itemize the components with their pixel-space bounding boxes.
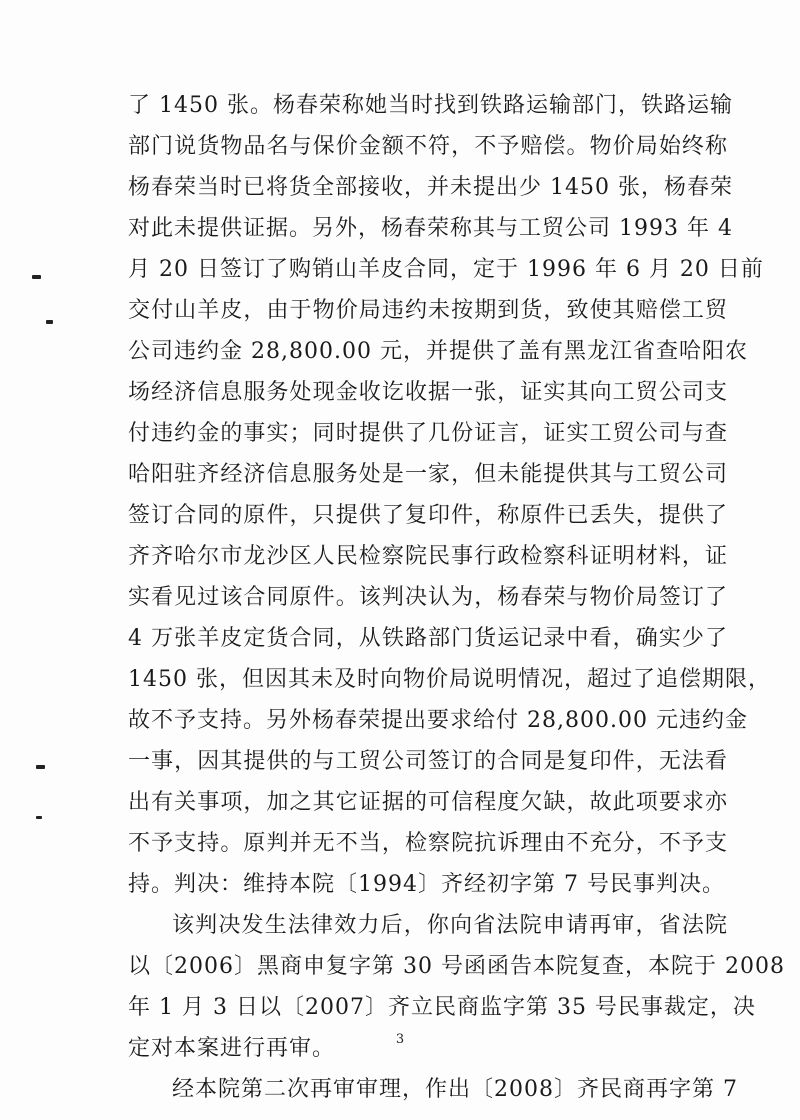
body-line: 月 20 日签订了购销山羊皮合同，定于 1996 年 6 月 20 日前 [128,257,764,282]
body-line: 出有关事项，加之其它证据的可信程度欠缺，故此项要求亦 [128,790,728,815]
paragraph-first-line: 该判决发生法律效力后，你向省法院申请再审，省法院 [172,913,728,938]
body-line: 对此未提供证据。另外，杨春荣称其与工贸公司 1993 年 4 [128,216,733,241]
body-line: 哈阳驻齐经济信息服务处是一家，但未能提供其与工贸公司 [128,462,728,487]
body-line: 以〔2006〕黑商申复字第 30 号函函告本院复查，本院于 2008 [128,954,785,979]
body-line: 场经济信息服务处现金收讫收据一张，证实其向工贸公司支 [128,380,728,405]
body-line: 公司违约金 28,800.00 元，并提供了盖有黑龙江省查哈阳农 [128,339,748,364]
body-line: 签订合同的原件，只提供了复印件，称原件已丢失，提供了 [128,503,728,528]
page-number: 3 [395,1032,405,1047]
body-line: 一事，因其提供的与工贸公司签订的合同是复印件，无法看 [128,749,728,774]
body-line: 部门说货物品名与保价金额不符，不予赔偿。物价局始终称 [128,134,728,159]
scan-mark [46,320,53,324]
scan-mark [32,275,41,279]
body-line: 齐齐哈尔市龙沙区人民检察院民事行政检察科证明材料，证 [128,544,728,569]
body-line: 持。判决：维持本院〔1994〕齐经初字第 7 号民事判决。 [128,872,725,897]
scan-mark [36,765,45,769]
body-line: 实看见过该合同原件。该判决认为，杨春荣与物价局签订了 [128,585,728,610]
body-line: 4 万张羊皮定货合同，从铁路部门货运记录中看，确实少了 [128,626,728,651]
body-line: 定对本案进行再审。 [128,1036,336,1061]
body-line: 1450 张，但因其未及时向物价局说明情况，超过了追偿期限， [128,667,771,692]
body-line: 故不予支持。另外杨春荣提出要求给付 28,800.00 元违约金 [128,708,748,733]
paragraph-first-line: 经本院第二次再审审理，作出〔2008〕齐民商再字第 7 [172,1077,738,1102]
body-line: 不予支持。原判并无不当，检察院抗诉理由不充分，不予支 [128,831,728,856]
body-line: 年 1 月 3 日以〔2007〕齐立民商监字第 35 号民事裁定，决 [128,995,756,1020]
body-line: 交付山羊皮，由于物价局违约未按期到货，致使其赔偿工贸 [128,298,728,323]
scan-mark [36,816,42,819]
body-line: 杨春荣当时已将货全部接收，并未提出少 1450 张，杨春荣 [128,175,733,200]
body-line: 付违约金的事实；同时提供了几份证言，证实工贸公司与查 [128,421,728,446]
body-line: 了 1450 张。杨春荣称她当时找到铁路运输部门，铁路运输 [128,93,733,118]
